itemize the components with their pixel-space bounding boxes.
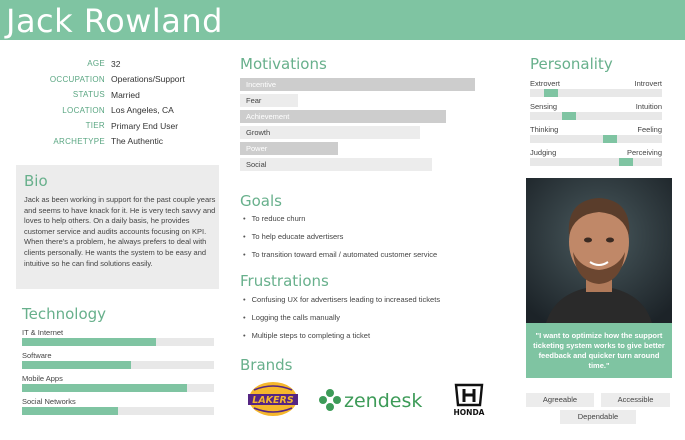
goals-list <box>243 213 437 267</box>
detail-value: The Authentic <box>111 136 163 147</box>
detail-label: AGE <box>87 59 105 69</box>
personality-left-label: Sensing <box>530 102 558 111</box>
motivation-label: Social <box>246 160 267 169</box>
detail-value: Primary End User <box>111 120 179 131</box>
motivation-item <box>240 78 480 94</box>
personality-left-label: Thinking <box>530 125 559 134</box>
detail-label: OCCUPATION <box>49 74 105 84</box>
personality-marker <box>603 135 617 143</box>
bio-title: Bio <box>24 172 48 190</box>
personality-title: Personality <box>530 55 613 73</box>
detail-row-location <box>16 103 221 119</box>
personality-right-label: Feeling <box>637 125 662 134</box>
motivation-item <box>240 142 480 158</box>
tech-item <box>22 327 215 350</box>
motivations-list <box>240 78 480 174</box>
brands-title: Brands <box>240 356 293 374</box>
motivation-item <box>240 94 480 110</box>
zendesk-logo <box>318 384 430 416</box>
motivation-label: Incentive <box>246 80 277 89</box>
goals-title: Goals <box>240 192 282 210</box>
detail-value: 32 <box>111 58 121 69</box>
motivation-label: Power <box>246 144 268 153</box>
tech-item <box>22 396 215 419</box>
personality-track <box>530 158 662 166</box>
detail-label: TIER <box>85 121 105 131</box>
tech-item <box>22 373 215 396</box>
personality-slider <box>530 147 662 170</box>
detail-row-occupation <box>16 72 221 88</box>
personality-left-label: Judging <box>530 148 557 157</box>
goal-item: • To transition toward email / automated customer service <box>243 249 437 267</box>
detail-value: Los Angeles, CA <box>111 105 174 116</box>
frustration-item: • Confusing UX for advertisers leading to increased tickets <box>243 294 440 312</box>
profile-details <box>16 56 221 149</box>
tech-label: IT & Internet <box>22 328 64 337</box>
header-banner <box>0 0 685 40</box>
persona-name: Jack Rowland <box>6 2 223 40</box>
trait-badge: Dependable <box>560 410 636 424</box>
tech-bar-track <box>22 407 214 415</box>
personality-slider <box>530 78 662 101</box>
detail-value: Married <box>111 89 140 100</box>
bio-panel <box>16 165 219 289</box>
tech-bar-track <box>22 384 214 392</box>
personality-track <box>530 112 662 120</box>
personality-marker <box>619 158 633 166</box>
goal-item: • To help educate advertisers <box>243 231 437 249</box>
lakers-logo-text: LAKERS <box>252 395 294 406</box>
personality-marker <box>562 112 576 120</box>
tech-label: Social Networks <box>22 397 76 406</box>
personality-right-label: Introvert <box>634 79 662 88</box>
bio-text: Jack as been working in support for the past couple years and seems to have knack for it. He is very tech savvy and loves to help others. On a daily basis, he provides customer service and audits accounts focusing on KPI. When there's a problem, he always prefers to deal with clients personally. He wants the system to be easy and intuitive so he can find solutions easily. <box>24 195 216 268</box>
motivation-item <box>240 158 480 174</box>
frustration-item: • Multiple steps to completing a ticket <box>243 330 440 348</box>
motivation-label: Achievement <box>246 112 290 121</box>
personality-list <box>530 78 662 170</box>
motivation-item <box>240 110 480 126</box>
motivation-bar <box>240 158 432 171</box>
motivations-title: Motivations <box>240 55 327 73</box>
personality-left-label: Extrovert <box>530 79 561 88</box>
detail-label: STATUS <box>72 90 105 100</box>
tech-bar-fill <box>22 407 118 415</box>
honda-logo <box>445 383 493 417</box>
tech-label: Software <box>22 351 52 360</box>
tech-item <box>22 350 215 373</box>
personality-slider <box>530 124 662 147</box>
lakers-logo <box>246 380 300 418</box>
goal-item: • To reduce churn <box>243 213 437 231</box>
motivation-label: Growth <box>246 128 271 137</box>
tech-bar-track <box>22 361 214 369</box>
detail-label: ARCHETYPE <box>53 136 105 146</box>
tech-bar-fill <box>22 384 187 392</box>
personality-slider <box>530 101 662 124</box>
quote-text: "I want to optimize how the support ticketing system works to give better feedback and quicker turn around time." <box>533 331 665 370</box>
zendesk-logo-text: zendesk <box>344 390 423 412</box>
trait-badge: Agreeable <box>526 393 594 407</box>
personality-track <box>530 89 662 97</box>
frustrations-title: Frustrations <box>240 272 329 290</box>
persona-photo <box>526 178 672 323</box>
detail-row-age <box>16 56 221 72</box>
technology-list <box>22 327 215 419</box>
frustrations-list <box>243 294 440 348</box>
personality-marker <box>544 89 558 97</box>
detail-row-archetype <box>16 134 221 150</box>
personality-right-label: Intuition <box>635 102 662 111</box>
tech-label: Mobile Apps <box>22 374 63 383</box>
technology-title: Technology <box>22 305 107 323</box>
honda-logo-text: HONDA <box>453 408 485 417</box>
tech-bar-fill <box>22 338 156 346</box>
frustration-item: • Logging the calls manually <box>243 312 440 330</box>
detail-value: Operations/Support <box>111 74 185 85</box>
detail-row-status <box>16 87 221 103</box>
tech-bar-fill <box>22 361 131 369</box>
motivation-item <box>240 126 480 142</box>
detail-row-tier <box>16 118 221 134</box>
personality-right-label: Perceiving <box>626 148 662 157</box>
quote-box <box>526 323 672 378</box>
detail-label: LOCATION <box>62 105 105 115</box>
trait-badge: Accessible <box>601 393 670 407</box>
personality-track <box>530 135 662 143</box>
tech-bar-track <box>22 338 214 346</box>
motivation-label: Fear <box>246 96 262 105</box>
